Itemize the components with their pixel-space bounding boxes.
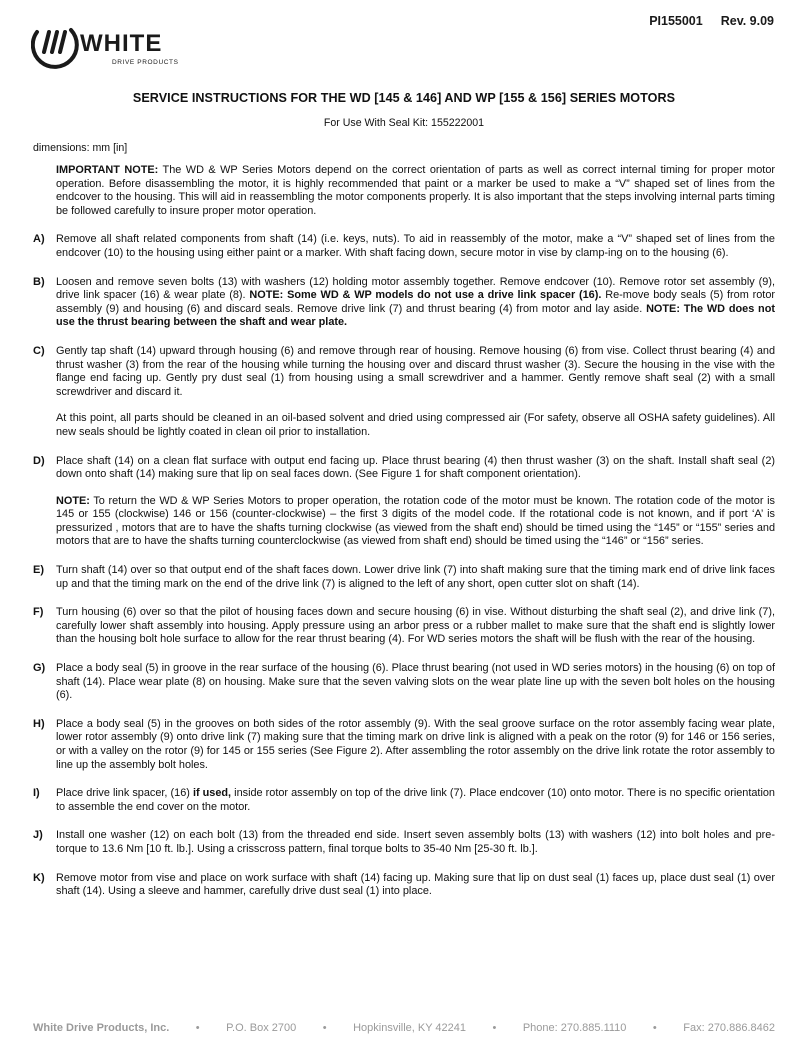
step-b-note-2: NOTE: The WD does not use the thrust bearing between the shaft and wear plate. bbox=[56, 302, 775, 329]
logo-mark-icon bbox=[31, 18, 81, 70]
step-letter: D) bbox=[33, 454, 45, 467]
step-text bbox=[56, 276, 775, 330]
step-letter: B) bbox=[33, 275, 45, 288]
step-letter: G) bbox=[33, 662, 46, 675]
doc-number: PI155001 bbox=[649, 14, 703, 28]
step-text: Remove motor from vise and place on work surface with shaft (14) facing up. Making sure that lip on dust seal (1) faces up, place dust seal (1) over shaft (14). Using a sleeve and hammer, carefully drive dust seal (1) into place. bbox=[56, 871, 775, 898]
step-b-note-1: NOTE: Some WD & WP models do not use a drive link spacer (16). bbox=[249, 289, 602, 302]
logo-tagline: DRIVE PRODUCTS bbox=[112, 59, 179, 66]
step-text: Remove all shaft related components from shaft (14) (i.e. keys, nuts). To aid in reassembly of the motor, make a “V” shaped set of lines from the endcover (10) to the housing using either paint or a marker. With shaft facing down, secure motor in vise by clamp-ing on to the housing (6). bbox=[56, 233, 775, 259]
step-text: Turn housing (6) over so that the pilot of housing faces down and secure housing (6) in vise. Without disturbing the shaft seal (2), and drive link (7), carefully lower shaft assembly into housing. Apply pressure using an arbor press or a rubber mallet to make sure that the shaft end is slightly lower than the housing bolt hole surface to allow for the rear thrust bearing (4). For WD series motors the shaft will be flush with the rear of the housing. bbox=[56, 606, 775, 646]
logo-word: WHITE bbox=[80, 30, 163, 57]
step-i-text-2: inside rotor assembly on top of the drive link (7). Place endcover (10) onto motor. There is no specific orientation to assemble the end cover on the motor. bbox=[56, 787, 775, 813]
note-text: To return the WD & WP Series Motors to proper operation, the rotation code of the motor must be known. The rotation code of the motor is 145 or 155 (clockwise) 146 or 156 (counter-clockwise) – the first 3 digits of the model code. If the rotational code is not known, and if port ‘A’ is pressurized , motors that are to have the shafts turning clockwise (as viewed from the shaft end) should be timed using the “145” or “155” series and motors that are to have the shafts turning counterclockwise (as viewed from shaft end) should be timed using the “146” or “156” series. bbox=[56, 494, 775, 548]
dimensions-note: dimensions: mm [in] bbox=[33, 142, 128, 154]
important-label: IMPORTANT NOTE: bbox=[56, 164, 159, 176]
footer-separator: • bbox=[195, 1022, 200, 1034]
step-letter: J) bbox=[33, 829, 43, 842]
step-text: Install one washer (12) on each bolt (13) from the threaded end side. Insert seven assembly bolts (13) with washers (12) into bolt holes and pre-torque to 13.6 Nm [10 ft. lb.]. Using a crisscross pattern, final torque bolts to 35-40 Nm [25-30 ft. lb.]. bbox=[56, 829, 775, 855]
step-letter: H) bbox=[33, 717, 45, 730]
important-text: The WD & WP Series Motors depend on the correct orientation of parts as well as correct internal timing for proper motor operation. Before disassembling the motor, it is highly recommended that paint or a marker be used to make a “V” shaped set of lines from the endcover to the housing. This will aid in reassembling the motor components properly. It is also important that the steps involving internal parts timing be followed carefully to insure proper motor operation. bbox=[56, 164, 776, 217]
step-a bbox=[33, 233, 775, 260]
step-b-text-1: Loosen and remove seven bolts (13) with washers (12) holding motor assembly together. Remove endcover (10). Remove rotor set assembly (9), drive link spacer (16) & wear plate (8). bbox=[56, 275, 775, 302]
step-k bbox=[33, 872, 775, 899]
step-letter: I) bbox=[33, 787, 40, 800]
step-letter: K) bbox=[33, 871, 45, 884]
footer-fax: Fax: 270.886.8462 bbox=[683, 1022, 775, 1034]
step-c bbox=[33, 345, 775, 440]
step-f bbox=[33, 606, 775, 647]
footer-po-box: P.O. Box 2700 bbox=[226, 1022, 297, 1034]
step-g bbox=[33, 662, 775, 703]
step-i-text-1: Place drive link spacer, (16) bbox=[56, 787, 193, 800]
step-c-cleaning-note: At this point, all parts should be cleaned in an oil-based solvent and dried using compressed air (For safety, observe all OSHA safety guidelines). All new seals should be lightly coated in clean oil prior to installation. bbox=[56, 412, 775, 438]
step-h bbox=[33, 718, 775, 772]
step-d bbox=[33, 455, 775, 550]
revision: Rev. 9.09 bbox=[720, 14, 774, 28]
footer-phone: Phone: 270.885.1110 bbox=[522, 1022, 627, 1034]
step-text: Place a body seal (5) in the grooves on both sides of the rotor assembly (9). With the seal groove surface on the rotor assembly facing wear plate, lower rotor assembly (9) onto drive link (7) making sure that the timing mark on drive link is aligned with a peak on the rotor (9) for 146 or 156 series, or with a valley on the rotor (9) for 145 or 155 series (See Figure 2). After assembling the rotor assembly on the drive link rotate the rotor assembly to line up the assembly bolt holes. bbox=[56, 717, 775, 771]
instructions-body bbox=[33, 164, 775, 914]
step-i-if-used: if used, bbox=[192, 787, 232, 800]
company-logo bbox=[31, 18, 181, 70]
step-letter: F) bbox=[33, 606, 44, 619]
note-label: NOTE: bbox=[56, 494, 90, 507]
step-letter: A) bbox=[33, 233, 45, 246]
page-subtitle: For Use With Seal Kit: 155222001 bbox=[323, 117, 485, 129]
document-number-block bbox=[649, 14, 774, 28]
step-j bbox=[33, 829, 775, 856]
footer-separator: • bbox=[492, 1022, 497, 1034]
step-d-rotation-note bbox=[56, 495, 775, 549]
step-b bbox=[33, 276, 775, 330]
step-letter: E) bbox=[33, 564, 44, 577]
important-note bbox=[56, 164, 775, 218]
step-i bbox=[33, 787, 775, 814]
step-text bbox=[56, 787, 775, 814]
footer-separator: • bbox=[322, 1022, 327, 1034]
step-b-text-2: Re-move body seals (5) from rotor assembly (9) and housing (6) and discard seals. Remove drive link (7) and thrust bearing (4) from motor and lay aside. bbox=[56, 289, 776, 315]
footer-separator: • bbox=[652, 1022, 657, 1034]
page-title: SERVICE INSTRUCTIONS FOR THE WD [145 & 146] AND WP [155 & 156] SERIES MOTORS bbox=[132, 91, 676, 105]
step-e bbox=[33, 564, 775, 591]
step-text: Place a body seal (5) in groove in the rear surface of the housing (6). Place thrust bearing (not used in WD series motors) in the housing (6) on top of shaft (14). Place wear plate (8) on housing. Make sure that the seven valving slots on the wear plate line up with the seven bolt holes on the housing (6). bbox=[56, 662, 775, 702]
footer-company: White Drive Products, Inc. bbox=[33, 1022, 170, 1034]
step-text: Place shaft (14) on a clean flat surface with output end facing up. Place thrust bearing (4) then thrust washer (3) on the shaft. Install shaft seal (2) down onto shaft (14) making sure that lip on seal faces down. (See Figure 1 for shaft component orientation). bbox=[56, 454, 775, 481]
footer bbox=[33, 1022, 775, 1034]
step-text: Gently tap shaft (14) upward through housing (6) and remove through rear of housing. Remove housing (6) from vise. Collect thrust bearing (4) and thrust washer (3) from the rear of the housing while turning the housing over and discard thrust washer (3). Secure the housing in the vise with the flange end facing up. Gently pry dust seal (1) from housing using a small screwdriver and a hammer. Gently remove shaft seal (2) with a small screwdriver and discard it. bbox=[56, 344, 775, 398]
step-text: Turn shaft (14) over so that output end of the shaft faces down. Lower drive link (7) into shaft making sure that the timing mark end of drive link faces up and that the timing mark on the end of the drive link (7) is aligned to the left of any short, open cutter slot on shaft (14). bbox=[56, 564, 775, 590]
footer-city: Hopkinsville, KY 42241 bbox=[353, 1022, 467, 1034]
step-letter: C) bbox=[33, 344, 45, 357]
